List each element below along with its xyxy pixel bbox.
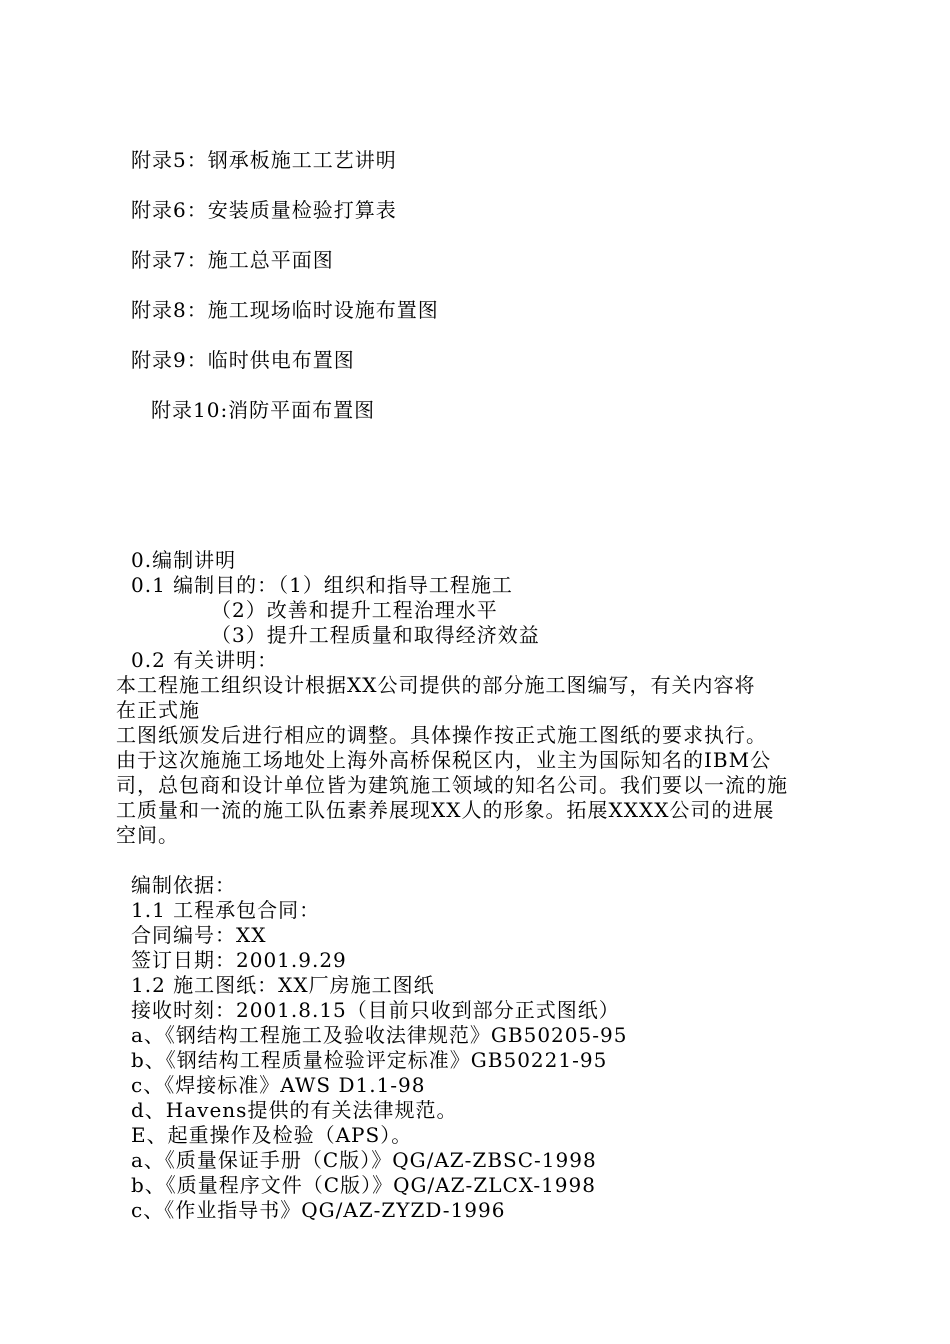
- basis-heading: 编制依据：: [131, 873, 236, 897]
- basis-item: d、Havens提供的有关法律规范。: [131, 1098, 458, 1122]
- basis-item: 1.2 施工图纸：XX厂房施工图纸: [131, 973, 435, 997]
- basis-item: a、《钢结构工程施工及验收法律规范》GB50205-95: [131, 1023, 628, 1047]
- purpose-line: （2）改善和提升工程治理水平: [211, 598, 498, 622]
- basis-item: 1.1 工程承包合同：: [131, 898, 321, 922]
- appendix-item: 附录6：安装质量检验打算表: [131, 198, 397, 222]
- basis-item: E、起重操作及检验（APS）。: [131, 1123, 413, 1147]
- paragraph-line: 司，总包商和设计单位皆为建筑施工领域的知名公司。我们要以一流的施: [116, 773, 788, 797]
- appendix-item: 附录5：钢承板施工工艺讲明: [131, 148, 397, 172]
- appendix-item: 附录9：临时供电布置图: [131, 348, 355, 372]
- appendix-item: 附录10:消防平面布置图: [151, 398, 376, 422]
- basis-item: a、《质量保证手册（C版）》QG/AZ-ZBSC-1998: [131, 1148, 597, 1172]
- basis-item: b、《质量程序文件（C版）》QG/AZ-ZLCX-1998: [131, 1173, 596, 1197]
- appendix-item: 附录8：施工现场临时设施布置图: [131, 298, 439, 322]
- paragraph-line: 空间。: [116, 823, 179, 847]
- basis-item: 接收时刻：2001.8.15（目前只收到部分正式图纸）: [131, 998, 620, 1022]
- paragraph-line: 工质量和一流的施工队伍素养展现XX人的形象。拓展XXXX公司的进展: [116, 798, 775, 822]
- paragraph-line: 本工程施工组织设计根据XX公司提供的部分施工图编写，有关内容将: [116, 673, 756, 697]
- section-heading: 0.编制讲明: [131, 548, 237, 572]
- basis-item: 合同编号：XX: [131, 923, 267, 947]
- paragraph-line: 由于这次施施工场地处上海外高桥保税区内，业主为国际知名的IBM公: [116, 748, 772, 772]
- basis-item: c、《焊接标准》AWS D1.1-98: [131, 1073, 426, 1097]
- basis-item: c、《作业指导书》QG/AZ-ZYZD-1996: [131, 1198, 506, 1222]
- paragraph-line: 在正式施: [116, 698, 200, 722]
- basis-item: b、《钢结构工程质量检验评定标准》GB50221-95: [131, 1048, 608, 1072]
- notes-heading: 0.2 有关讲明：: [131, 648, 279, 672]
- purpose-line: （3）提升工程质量和取得经济效益: [211, 623, 540, 647]
- purpose-line: 0.1 编制目的：（1）组织和指导工程施工: [131, 573, 513, 597]
- paragraph-line: 工图纸颁发后进行相应的调整。具体操作按正式施工图纸的要求执行。: [116, 723, 767, 747]
- appendix-item: 附录7：施工总平面图: [131, 248, 334, 272]
- basis-item: 签订日期：2001.9.29: [131, 948, 347, 972]
